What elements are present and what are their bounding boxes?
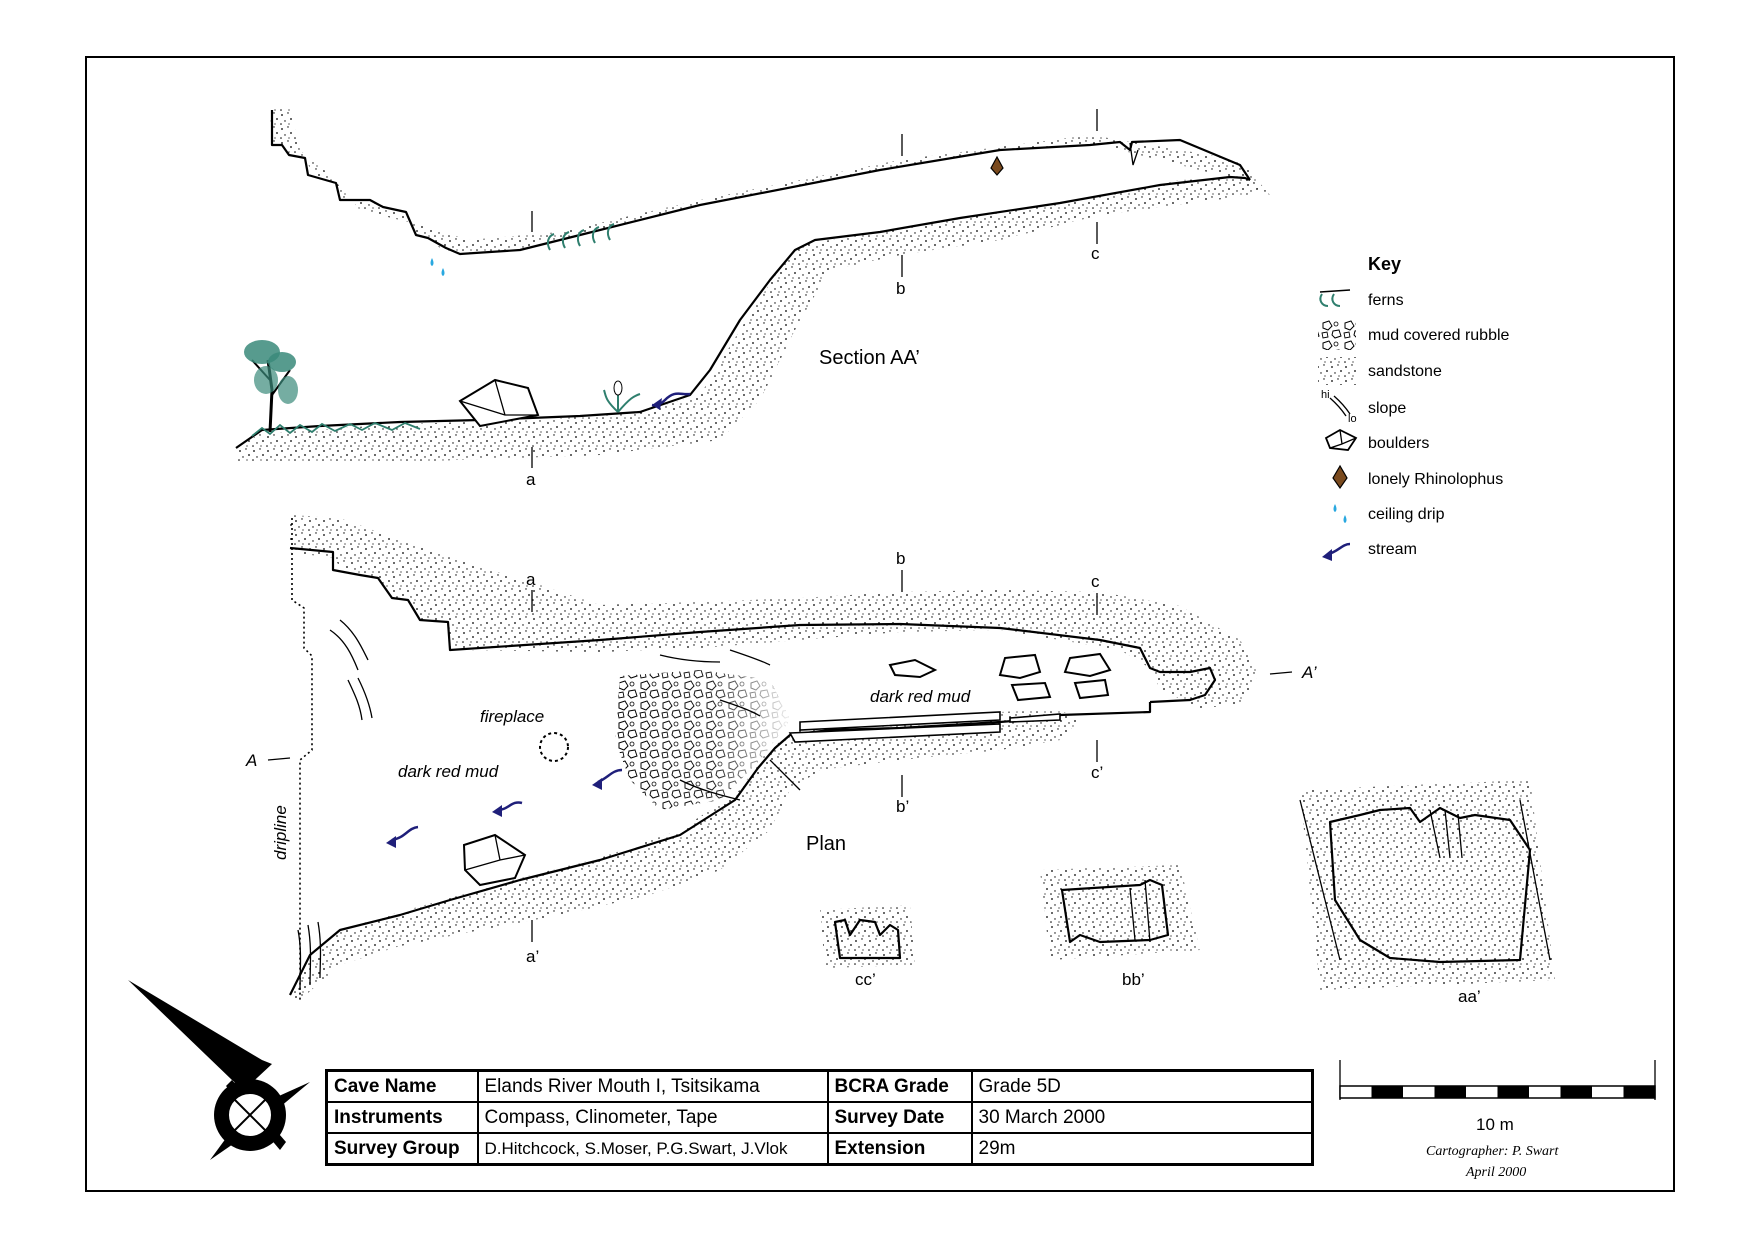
cartographer-credit: Cartographer: P. Swart xyxy=(1426,1144,1559,1159)
section-floor-rock xyxy=(236,178,1270,462)
survey-group-label: Survey Group xyxy=(327,1133,478,1165)
cave-name-value: Elands River Mouth I, Tsitsikama xyxy=(478,1071,828,1103)
bcra-grade-value: Grade 5D xyxy=(972,1071,1313,1103)
plan-north-rock xyxy=(290,515,1260,708)
key-label-stream: stream xyxy=(1368,541,1417,558)
plan-label-dark-red-mud-left: dark red mud xyxy=(398,762,499,781)
key-title: Key xyxy=(1368,254,1402,274)
survey-info-table xyxy=(325,1069,1314,1166)
section-ceiling-rock xyxy=(270,108,1270,254)
key-label-ferns: ferns xyxy=(1368,292,1404,309)
plan-marker-c: c xyxy=(1091,572,1100,591)
plan-marker-A-prime: A’ xyxy=(1302,663,1317,682)
cave-name-label: Cave Name xyxy=(327,1071,478,1103)
scale-label: 10 m xyxy=(1476,1115,1514,1134)
north-arrow xyxy=(128,980,310,1160)
cross-section-aa-label: aa’ xyxy=(1458,987,1481,1006)
section-title: Section AA’ xyxy=(819,347,920,369)
instruments-value: Compass, Clinometer, Tape xyxy=(478,1102,828,1133)
drip-icon xyxy=(1334,504,1347,523)
plan-marker-a-prime: a’ xyxy=(526,947,540,966)
stream-icon xyxy=(1322,544,1350,561)
section-marker-c: c xyxy=(1091,244,1100,263)
plan-marker-a: a xyxy=(526,570,536,589)
key-label-sandstone: sandstone xyxy=(1368,363,1442,380)
cross-section-cc-label: cc’ xyxy=(855,970,876,989)
lily-icon xyxy=(604,381,640,412)
cross-section-bb xyxy=(1040,865,1200,989)
scale-block xyxy=(1561,1086,1593,1098)
section-bat-icon xyxy=(991,157,1003,175)
rubble-icon xyxy=(1318,320,1356,350)
scale-block xyxy=(1435,1086,1467,1098)
key-label-slope: slope xyxy=(1368,400,1407,417)
section-drips xyxy=(431,258,445,276)
map-key xyxy=(1318,254,1510,561)
fireplace-icon xyxy=(540,733,568,761)
plan-label-dark-red-mud-right: dark red mud xyxy=(870,687,971,706)
svg-text:hi: hi xyxy=(1321,389,1330,401)
plan-title: Plan xyxy=(806,833,847,855)
slope-icon xyxy=(1321,389,1357,425)
scale-block xyxy=(1624,1086,1656,1098)
boulder-icon xyxy=(1326,430,1356,450)
bcra-grade-label: BCRA Grade xyxy=(828,1071,972,1103)
plan-marker-b-prime: b’ xyxy=(896,797,910,816)
sandstone-icon xyxy=(1318,357,1356,385)
cartographer-date: April 2000 xyxy=(1466,1165,1527,1180)
plan-label-dripline: dripline xyxy=(271,805,290,860)
scale-block xyxy=(1372,1086,1404,1098)
section-marker-b: b xyxy=(896,279,906,298)
cross-section-aa xyxy=(1300,780,1555,1006)
tree-icon xyxy=(244,340,298,432)
section-marker-a: a xyxy=(526,470,536,489)
cross-section-bb-label: bb’ xyxy=(1122,970,1145,989)
extension-label: Extension xyxy=(828,1133,972,1165)
survey-group-value: D.Hitchcock, S.Moser, P.G.Swart, J.Vlok xyxy=(478,1133,828,1165)
bat-icon xyxy=(1333,466,1347,488)
scale-block xyxy=(1498,1086,1530,1098)
survey-date-label: Survey Date xyxy=(828,1102,972,1133)
extension-value: 29m xyxy=(972,1133,1313,1165)
svg-text:lo: lo xyxy=(1348,413,1357,425)
scale-bar xyxy=(1340,1060,1655,1134)
survey-date-value: 30 March 2000 xyxy=(972,1102,1313,1133)
plan-marker-c-prime: c’ xyxy=(1091,763,1104,782)
plan-marker-A: A xyxy=(246,751,258,770)
key-label-bat: lonely Rhinolophus xyxy=(1368,471,1504,488)
fern-icon xyxy=(1320,290,1350,306)
instruments-label: Instruments xyxy=(327,1102,478,1133)
section-profile xyxy=(236,108,1270,489)
key-label-drip: ceiling drip xyxy=(1368,506,1445,523)
plan-label-fireplace: fireplace xyxy=(480,707,545,726)
key-label-boulders: boulders xyxy=(1368,435,1430,452)
cross-section-cc xyxy=(820,905,915,989)
plan-marker-b: b xyxy=(896,549,906,568)
key-label-rubble: mud covered rubble xyxy=(1368,327,1510,344)
